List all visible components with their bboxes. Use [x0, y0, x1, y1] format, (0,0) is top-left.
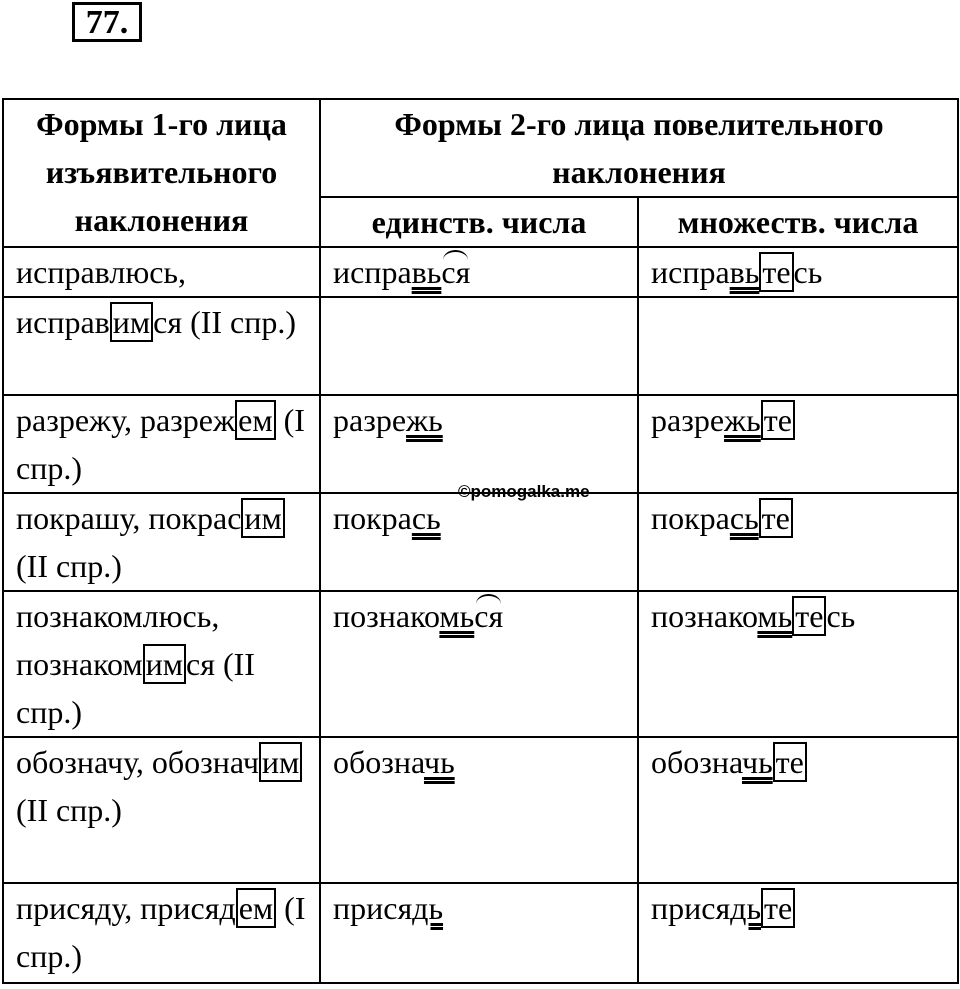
cell-imperative-singular	[320, 297, 638, 395]
cell-imperative-plural	[638, 737, 958, 883]
table-row	[3, 883, 958, 983]
cell-imperative-plural	[638, 247, 958, 297]
word-text: прися	[333, 890, 413, 926]
word-text: покра	[651, 500, 730, 536]
suffix-underline: дь	[730, 890, 762, 926]
exercise-number: 77.	[72, 2, 142, 42]
word-text: присяду, присяд	[16, 890, 236, 926]
ending-box: ем	[236, 888, 276, 928]
suffix-underline: вь	[729, 254, 760, 290]
cell-imperative-plural	[638, 297, 958, 395]
cell-imperative-plural	[638, 493, 958, 591]
postfix-arc: ся	[474, 598, 504, 634]
ending-box: те	[792, 596, 826, 636]
header-second-person-imperative: Формы 2-го лица повелительного наклонения	[320, 99, 958, 197]
word-text: разрежу, разреж	[16, 402, 236, 438]
ending-box: им	[110, 302, 153, 342]
table-row	[3, 493, 958, 591]
word-text: обозначу, обознач	[16, 744, 259, 780]
word-text: познако	[651, 598, 758, 634]
cell-imperative-singular	[320, 395, 638, 493]
suffix-underline: сь	[411, 500, 441, 536]
table-row	[3, 395, 958, 493]
cell-first-person	[3, 591, 320, 737]
word-text: покрашу, покрас	[16, 500, 242, 536]
table-row	[3, 297, 958, 395]
ending-box: им	[259, 742, 302, 782]
watermark: ©pomogalka.me	[458, 482, 590, 501]
word-text: покра	[333, 500, 412, 536]
word-text: прися	[651, 890, 731, 926]
suffix-underline: дь	[412, 890, 444, 926]
table-row	[3, 247, 958, 297]
postfix-arc: ся	[441, 254, 471, 290]
header-first-person: Формы 1-го лица изъявительного наклонения	[3, 99, 320, 247]
word-text: (I спр.)	[16, 890, 306, 974]
word-text: познакомлюсь, познаком	[16, 598, 220, 682]
conjugation-table	[2, 98, 959, 984]
word-text: (II спр.)	[16, 792, 122, 828]
cell-imperative-singular	[320, 247, 638, 297]
word-text: обозна	[651, 744, 742, 780]
cell-imperative-singular	[320, 591, 638, 737]
suffix-underline: чь	[423, 744, 455, 780]
cell-first-person	[3, 883, 320, 983]
cell-first-person	[3, 247, 320, 297]
cell-imperative-singular	[320, 737, 638, 883]
suffix-underline: мь	[439, 598, 475, 634]
ending-box: ем	[235, 400, 275, 440]
cell-first-person	[3, 297, 320, 395]
word-text: познако	[333, 598, 440, 634]
word-text: ся (II спр.)	[153, 304, 297, 340]
cell-imperative-singular	[320, 493, 638, 591]
suffix-underline: чь	[741, 744, 773, 780]
word-text: ся (II спр.)	[16, 646, 255, 730]
suffix-underline: мь	[757, 598, 793, 634]
cell-imperative-plural	[638, 395, 958, 493]
ending-box: те	[773, 742, 807, 782]
ending-box: им	[241, 498, 284, 538]
word-text: испра	[651, 254, 730, 290]
table-row	[3, 737, 958, 883]
cell-first-person	[3, 737, 320, 883]
word-text: разре	[333, 402, 407, 438]
cell-imperative-plural	[638, 883, 958, 983]
suffix-underline: жь	[724, 402, 761, 438]
cell-imperative-plural	[638, 591, 958, 737]
word-text: разре	[651, 402, 725, 438]
word-text: исправлюсь,	[16, 254, 187, 290]
ending-box: те	[761, 888, 795, 928]
word-text: (II спр.)	[16, 548, 122, 584]
word-text: сь	[793, 254, 823, 290]
cell-imperative-singular	[320, 883, 638, 983]
word-text: обозна	[333, 744, 424, 780]
table-row	[3, 591, 958, 737]
ending-box: им	[143, 644, 186, 684]
ending-box: те	[761, 400, 795, 440]
suffix-underline: жь	[406, 402, 443, 438]
table-body	[3, 247, 958, 983]
word-text: испра	[333, 254, 412, 290]
suffix-underline: вь	[411, 254, 442, 290]
word-text: сь	[826, 598, 856, 634]
cell-first-person	[3, 395, 320, 493]
cell-first-person	[3, 493, 320, 591]
word-text: (I спр.)	[16, 402, 305, 486]
ending-box: те	[759, 252, 793, 292]
ending-box: те	[759, 498, 793, 538]
suffix-underline: сь	[729, 500, 759, 536]
header-plural: множеств. числа	[638, 197, 958, 247]
header-singular: единств. числа	[320, 197, 638, 247]
word-text: исправ	[16, 304, 110, 340]
